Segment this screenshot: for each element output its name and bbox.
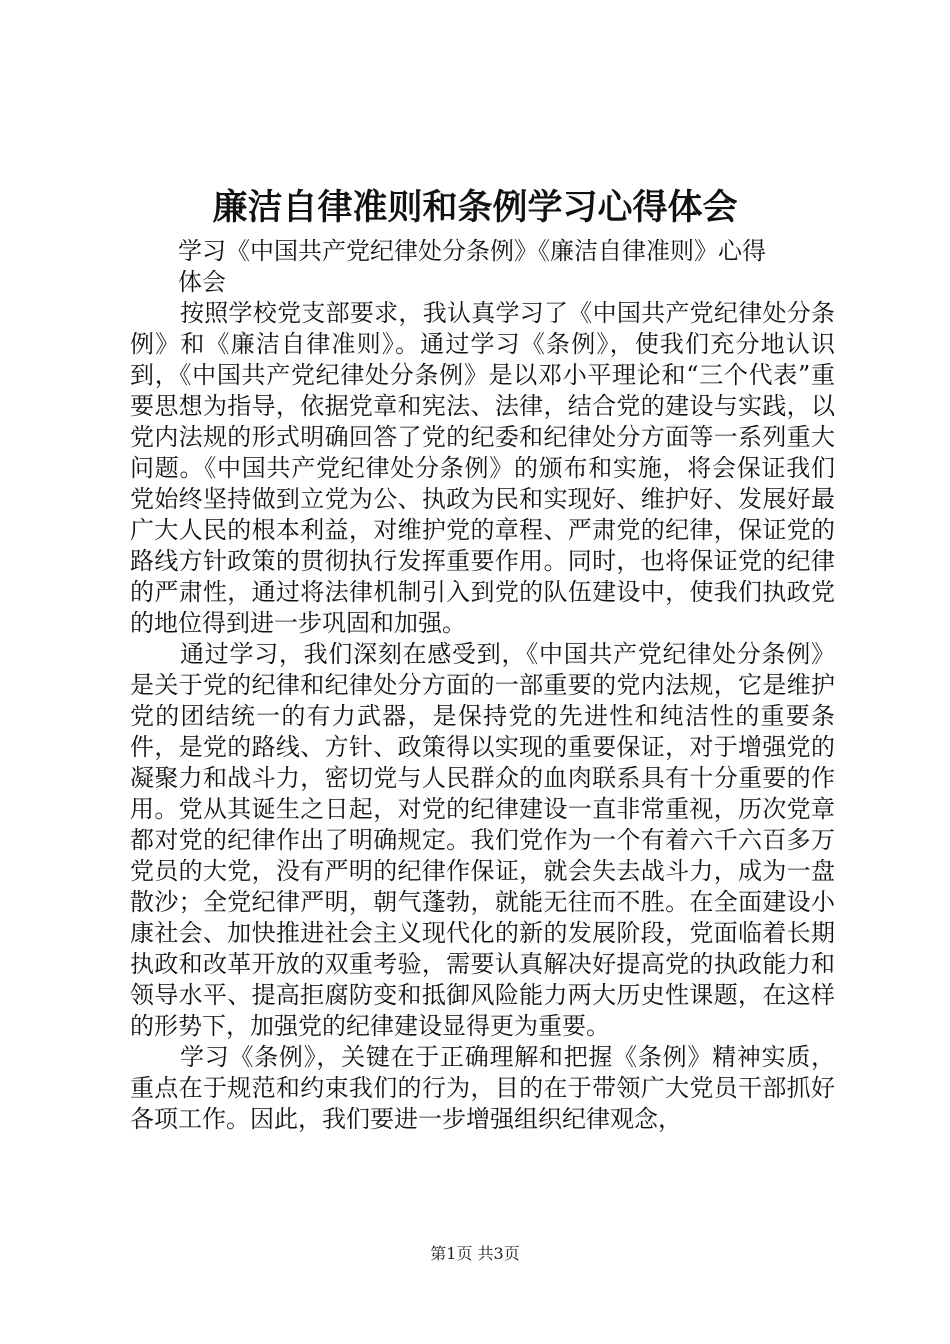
document-subtitle: 学习《中国共产党纪律处分条例》《廉洁自律准则》心得体会: [178, 237, 766, 296]
paragraph-2: 通过学习，我们深刻在感受到，《中国共产党纪律处分条例》是关于党的纪律和纪律处分方面的一部重要的党内法规，它是维护党的团结统一的有力武器，是保持党的先进性和纯洁性的重要条件，是党的路线、方针、政策得以实现的重要保证，对于增强党的凝聚力和战斗力，密切党与人民群众的血肉联系具有十分重要的作用。党从其诞生之日起，对党的纪律建设一直非常重视，历次党章都对党的纪律作出了明确规定。我们党作为一个有着六千六百多万党员的大党，没有严明的纪律作保证，就会失去战斗力，成为一盘散沙；全党纪律严明，朝气蓬勃，就能无往而不胜。在全面建设小康社会、加快推进社会主义现代化的新的发展阶段，党面临着长期执政和改革开放的双重考验，需要认真解决好提高党的执政能力和领导水平、提高拒腐防变和抵御风险能力两大历史性课题，在这样的形势下，加强党的纪律建设显得更为重要。: [130, 640, 835, 1040]
document-title: 廉洁自律准则和条例学习心得体会: [212, 187, 738, 228]
paragraph-3: 学习《条例》，关键在于正确理解和把握《条例》精神实质，重点在于规范和约束我们的行为，目的在于带领广大党员干部抓好各项工作。因此，我们要进一步增强组织纪律观念，: [130, 1043, 835, 1133]
paragraph-1: 按照学校党支部要求，我认真学习了《中国共产党纪律处分条例》和《廉洁自律准则》。通过学习《条例》，使我们充分地认识到，《中国共产党纪律处分条例》是以邓小平理论和“三个代表”重要思想为指导，依据党章和宪法、法律，结合党的建设与实践，以党内法规的形式明确回答了党的纪委和纪律处分方面等一系列重大问题。《中国共产党纪律处分条例》的颁布和实施，将会保证我们党始终坚持做到立党为公、执政为民和实现好、维护好、发展好最广大人民的根本利益，对维护党的章程、严肃党的纪律，保证党的路线方针政策的贯彻执行发挥重要作用。同时，也将保证党的纪律的严肃性，通过将法律机制引入到党的队伍建设中，使我们执政党的地位得到进一步巩固和加强。: [130, 299, 835, 637]
document-body: [130, 236, 835, 1135]
page-footer: 第1页 共3页: [430, 1244, 520, 1263]
